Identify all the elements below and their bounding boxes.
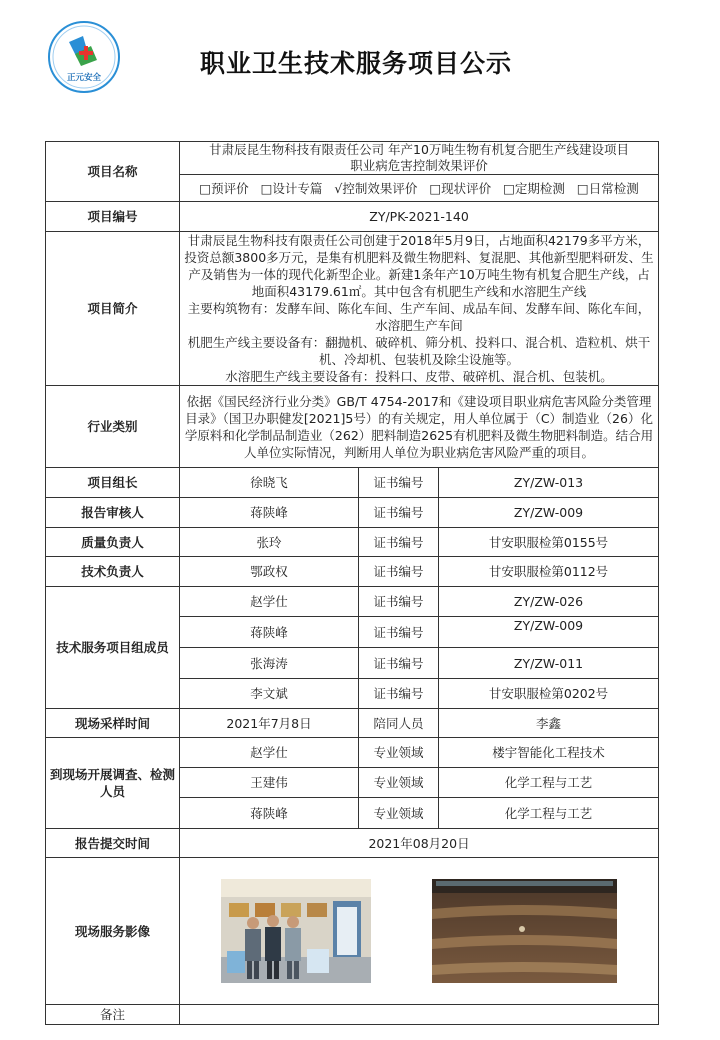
project-no-row	[46, 202, 659, 232]
summary-label: 项目简介	[46, 232, 180, 386]
option-design: □设计专篇	[260, 180, 323, 196]
survey-field: 化学工程与工艺	[439, 768, 659, 798]
tech-cert: 甘安职服检第0112号	[439, 557, 659, 587]
evaluation-type-options	[180, 175, 659, 202]
tech-name: 鄂政权	[180, 557, 359, 587]
summary-text	[180, 232, 659, 386]
leader-name: 徐晓飞	[180, 468, 359, 498]
sampling-label: 现场采样时间	[46, 709, 180, 738]
industry-label: 行业类别	[46, 386, 180, 468]
survey-name: 蒋陕峰	[180, 798, 359, 829]
member-name: 李文斌	[180, 679, 359, 709]
member-cert: ZY/ZW-026	[439, 587, 659, 617]
option-control-effect: √控制效果评价	[334, 180, 418, 196]
reviewer-row	[46, 498, 659, 528]
submit-label: 报告提交时间	[46, 829, 180, 858]
leader-row	[46, 468, 659, 498]
survey-field: 楼宇智能化工程技术	[439, 738, 659, 768]
summary-paragraph: 主要构筑物有：发酵车间、陈化车间、生产车间、成品车间、发酵车间、陈化车间，水溶肥生产车间	[187, 301, 651, 333]
leader-cert-label: 证书编号	[359, 468, 439, 498]
remark-label: 备注	[46, 1005, 180, 1025]
companion-label: 陪同人员	[359, 709, 439, 738]
leader-label: 项目组长	[46, 468, 180, 498]
survey-field-label: 专业领域	[359, 738, 439, 768]
quality-row	[46, 528, 659, 557]
survey-label: 到现场开展调查、检测人员	[46, 738, 180, 829]
reviewer-cert-label: 证书编号	[359, 498, 439, 528]
member-name: 张海涛	[180, 648, 359, 679]
project-name-row	[46, 142, 659, 175]
info-table	[45, 141, 659, 1025]
remark-value	[180, 1005, 659, 1025]
survey-name: 王建伟	[180, 768, 359, 798]
member-cert-label: 证书编号	[359, 587, 439, 617]
member-cert: ZY/ZW-009	[439, 617, 659, 648]
industry-text: 依据《国民经济行业分类》GB/T 4754-2017和《建设项目职业病危害风险分类管理目录》（国卫办职健发[2021]5号）的有关规定，用人单位属于（C）制造业（26）化学原料和化学制品制造业（262）肥料制造2625有机肥料及微生物肥料制造。结合用人单位实际情况，判断用人单位为职业病危害风险严重的项目。	[180, 386, 659, 468]
summary-paragraph: 甘肃辰昆生物科技有限责任公司创建于2018年5月9日，占地面积42179多平方米，投资总额3800多万元，是集有机肥料及微生物肥料、复混肥、其他新型肥料研发、生产及销售为一体的现代化新型企业。新建1条年产10万吨生物有机复合肥生产线，占地面积43179.61㎡。其中包含有机肥生产线和水溶肥生产线	[184, 233, 654, 299]
logo-text: 正元安全	[66, 73, 102, 83]
reviewer-label: 报告审核人	[46, 498, 180, 528]
tech-label: 技术负责人	[46, 557, 180, 587]
submit-row	[46, 829, 659, 858]
quality-cert: 甘安职服检第0155号	[439, 528, 659, 557]
sampling-date: 2021年7月8日	[180, 709, 359, 738]
survey-field-label: 专业领域	[359, 798, 439, 829]
survey-name: 赵学仕	[180, 738, 359, 768]
tech-row	[46, 557, 659, 587]
sampling-row	[46, 709, 659, 738]
option-pre-evaluation: □预评价	[199, 180, 249, 196]
survey-field: 化学工程与工艺	[439, 798, 659, 829]
quality-cert-label: 证书编号	[359, 528, 439, 557]
quality-label: 质量负责人	[46, 528, 180, 557]
option-status: □现状评价	[429, 180, 492, 196]
option-periodic: □定期检测	[503, 180, 565, 196]
site-photo	[432, 879, 617, 983]
project-name-line2: 职业病危害控制效果评价	[350, 158, 488, 173]
photos-row	[46, 858, 659, 1005]
reviewer-name: 蒋陕峰	[180, 498, 359, 528]
reviewer-cert: ZY/ZW-009	[439, 498, 659, 528]
member-cert-label: 证书编号	[359, 617, 439, 648]
project-name-value	[180, 142, 659, 175]
survey-field-label: 专业领域	[359, 768, 439, 798]
summary-paragraph: 机肥生产线主要设备有：翻抛机、破碎机、筛分机、投料口、混合机、造粒机、烘干机、冷却机、包装机及除尘设施等。	[187, 335, 651, 367]
tech-cert-label: 证书编号	[359, 557, 439, 587]
survey-row	[46, 738, 659, 768]
page-title: 职业卫生技术服务项目公示	[200, 49, 513, 78]
leader-cert: ZY/ZW-013	[439, 468, 659, 498]
companion-name: 李鑫	[439, 709, 659, 738]
member-cert: ZY/ZW-011	[439, 648, 659, 679]
project-name-label: 项目名称	[46, 142, 180, 202]
project-no-value: ZY/PK-2021-140	[180, 202, 659, 232]
option-daily: □日常检测	[576, 180, 639, 196]
team-photo	[221, 879, 371, 983]
member-name: 蒋陕峰	[180, 617, 359, 648]
summary-row	[46, 232, 659, 386]
submit-date: 2021年08月20日	[180, 829, 659, 858]
member-cert-label: 证书编号	[359, 679, 439, 709]
member-cert: 甘安职服检第0202号	[439, 679, 659, 709]
project-no-label: 项目编号	[46, 202, 180, 232]
summary-paragraph: 水溶肥生产线主要设备有：投料口、皮带、破碎机、混合机、包装机。	[225, 369, 613, 384]
photos-cell	[180, 858, 659, 1005]
project-name-line1: 甘肃辰昆生物科技有限责任公司 年产10万吨生物有机复合肥生产线建设项目	[209, 142, 629, 157]
quality-name: 张玲	[180, 528, 359, 557]
remark-row	[46, 1005, 659, 1025]
member-row	[46, 587, 659, 617]
member-name: 赵学仕	[180, 587, 359, 617]
members-label: 技术服务项目组成员	[46, 587, 180, 709]
member-cert-label: 证书编号	[359, 648, 439, 679]
industry-row	[46, 386, 659, 468]
company-logo	[47, 20, 121, 94]
photos-label: 现场服务影像	[46, 858, 180, 1005]
